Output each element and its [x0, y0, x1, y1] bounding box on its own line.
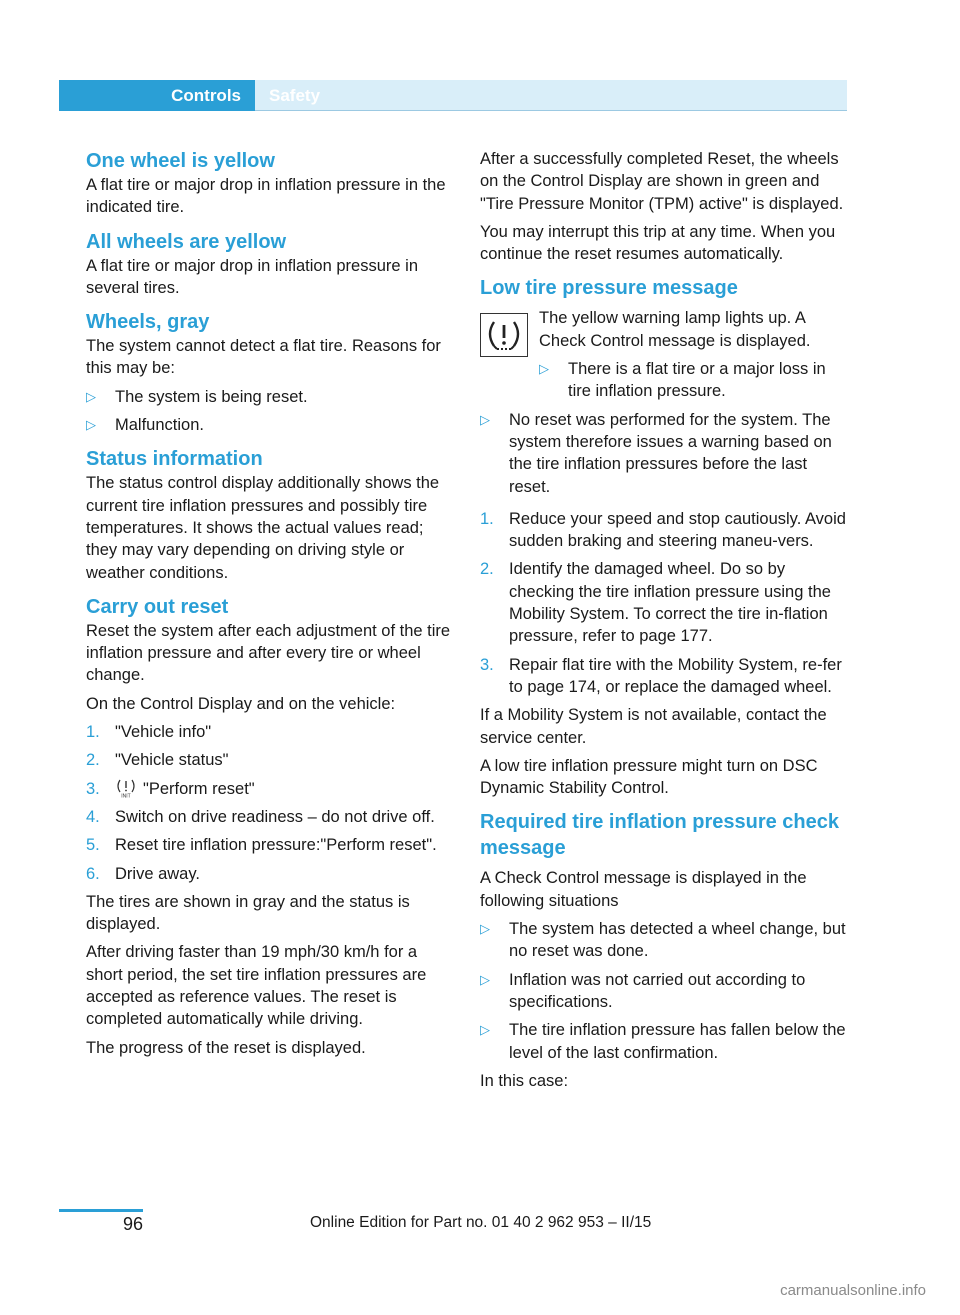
list-item: ▷ The system is being reset. — [86, 386, 456, 408]
list-item: ▷ The tire inflation pressure has fallen below the level of the last confirmation. — [480, 1021, 846, 1062]
bullet-icon: ▷ — [480, 921, 490, 937]
paragraph: After a successfully completed Reset, the wheels on the Control Display are shown in green and "Tire Pressure Monitor (TPM) active" is displayed. — [480, 150, 844, 213]
list-item: 6. Drive away. — [86, 864, 200, 883]
paragraph: The system cannot detect a flat tire. Reasons for this may be: — [86, 337, 441, 378]
paragraph: The yellow warning lamp lights up. A Check Control message is displayed. — [539, 309, 811, 350]
list-item: 1. Reduce your speed and stop cautiously. Avoid sudden braking and steering maneu-vers. — [480, 509, 846, 551]
bullet-icon: ▷ — [539, 361, 549, 377]
list-item: ▷ The system has detected a wheel change, but no reset was done. — [480, 920, 846, 961]
page-number: 96 — [122, 1214, 143, 1234]
edition-text: Online Edition for Part no. 01 40 2 962 953 – II/15 — [310, 1214, 652, 1231]
warning-block — [480, 307, 848, 402]
svg-text:INIT: INIT — [121, 793, 131, 798]
tire-init-icon — [115, 778, 137, 798]
watermark: carmanualsonline.info — [780, 1282, 926, 1299]
bullet-list — [480, 918, 848, 1064]
paragraph: You may interrupt this trip at any time. When you continue the reset resumes automatically. — [480, 222, 836, 264]
list-item: 5. Reset tire inflation pressure:"Perform reset". — [86, 836, 437, 855]
heading-status-information: Status information — [86, 448, 263, 471]
paragraph: A flat tire or major drop in inflation pressure in several tires. — [86, 256, 418, 297]
list-item: 3. Repair flat tire with the Mobility System, re-fer to page 174, or replace the damaged wheel. — [480, 655, 842, 696]
tab-safety-label: Safety — [269, 86, 321, 105]
left-column — [86, 148, 456, 1065]
tab-safety — [255, 80, 847, 111]
paragraph: The tires are shown in gray and the status is displayed. — [86, 892, 410, 934]
bullet-icon: ▷ — [480, 1022, 490, 1038]
bullet-list — [86, 386, 456, 437]
heading-required-check: Required tire inflation pressure check message — [480, 811, 839, 860]
heading-carry-out-reset: Carry out reset — [86, 595, 229, 618]
paragraph: A flat tire or major drop in inflation pressure in the indicated tire. — [86, 176, 446, 217]
paragraph: A low tire inflation pressure might turn on DSC Dynamic Stability Control. — [480, 756, 818, 798]
numbered-list — [86, 721, 456, 885]
list-item: 3. INIT "Perform reset" — [86, 779, 255, 798]
list-item: 1. "Vehicle info" — [86, 723, 212, 742]
right-column — [480, 148, 848, 1098]
bullet-icon: ▷ — [86, 417, 96, 433]
heading-low-tire-pressure: Low tire pressure message — [480, 277, 738, 300]
list-item: ▷ No reset was performed for the system. The system therefore issues a warning based on the tire inflation pressures before the last reset. — [480, 410, 832, 496]
list-item: ▷ Inflation was not carried out according to specifications. — [480, 970, 806, 1011]
page-header — [59, 80, 847, 111]
tire-pressure-warning-icon — [480, 313, 528, 357]
list-item: 2. Identify the damaged wheel. Do so by checking the tire inflation pressure using the Mobility System. To correct the tire in-flation pressure, refer to page 177. — [480, 560, 831, 646]
bullet-list — [480, 409, 848, 498]
list-item: 4. Switch on drive readiness – do not drive off. — [86, 807, 435, 826]
bullet-icon: ▷ — [480, 411, 490, 427]
tab-controls-label: Controls — [171, 86, 241, 105]
bullet-icon: ▷ — [86, 388, 96, 404]
paragraph: A Check Control message is displayed in the following situations — [480, 869, 807, 910]
bullet-list — [539, 358, 848, 403]
footer-divider — [59, 1209, 143, 1212]
numbered-list — [480, 508, 848, 698]
paragraph: The status control display additionally shows the current tire inflation pressures and possibly tire temperatures. It shows the actual values read; they may vary depending on driving style or weather conditions. — [86, 474, 440, 582]
tab-controls — [59, 80, 255, 111]
heading-all-wheels-yellow: All wheels are yellow — [86, 230, 287, 253]
list-item: ▷ There is a flat tire or a major loss in tire inflation pressure. — [539, 360, 826, 401]
paragraph: After driving faster than 19 mph/30 km/h for a short period, the set tire inflation pressures are accepted as reference values. The reset is completed automatically while driving. — [86, 943, 427, 1029]
paragraph: If a Mobility System is not available, contact the service center. — [480, 706, 827, 747]
heading-one-wheel-yellow: One wheel is yellow — [86, 150, 275, 172]
list-item: 2. "Vehicle status" — [86, 751, 229, 770]
list-item: ▷ Malfunction. — [86, 414, 456, 436]
paragraph: The progress of the reset is displayed. — [86, 1038, 366, 1057]
paragraph: Reset the system after each adjustment of the tire inflation pressure and after every tire or wheel change. — [86, 621, 451, 685]
heading-wheels-gray: Wheels, gray — [86, 311, 210, 334]
paragraph: On the Control Display and on the vehicle: — [86, 694, 396, 713]
bullet-icon: ▷ — [480, 971, 490, 987]
paragraph: In this case: — [480, 1071, 569, 1090]
